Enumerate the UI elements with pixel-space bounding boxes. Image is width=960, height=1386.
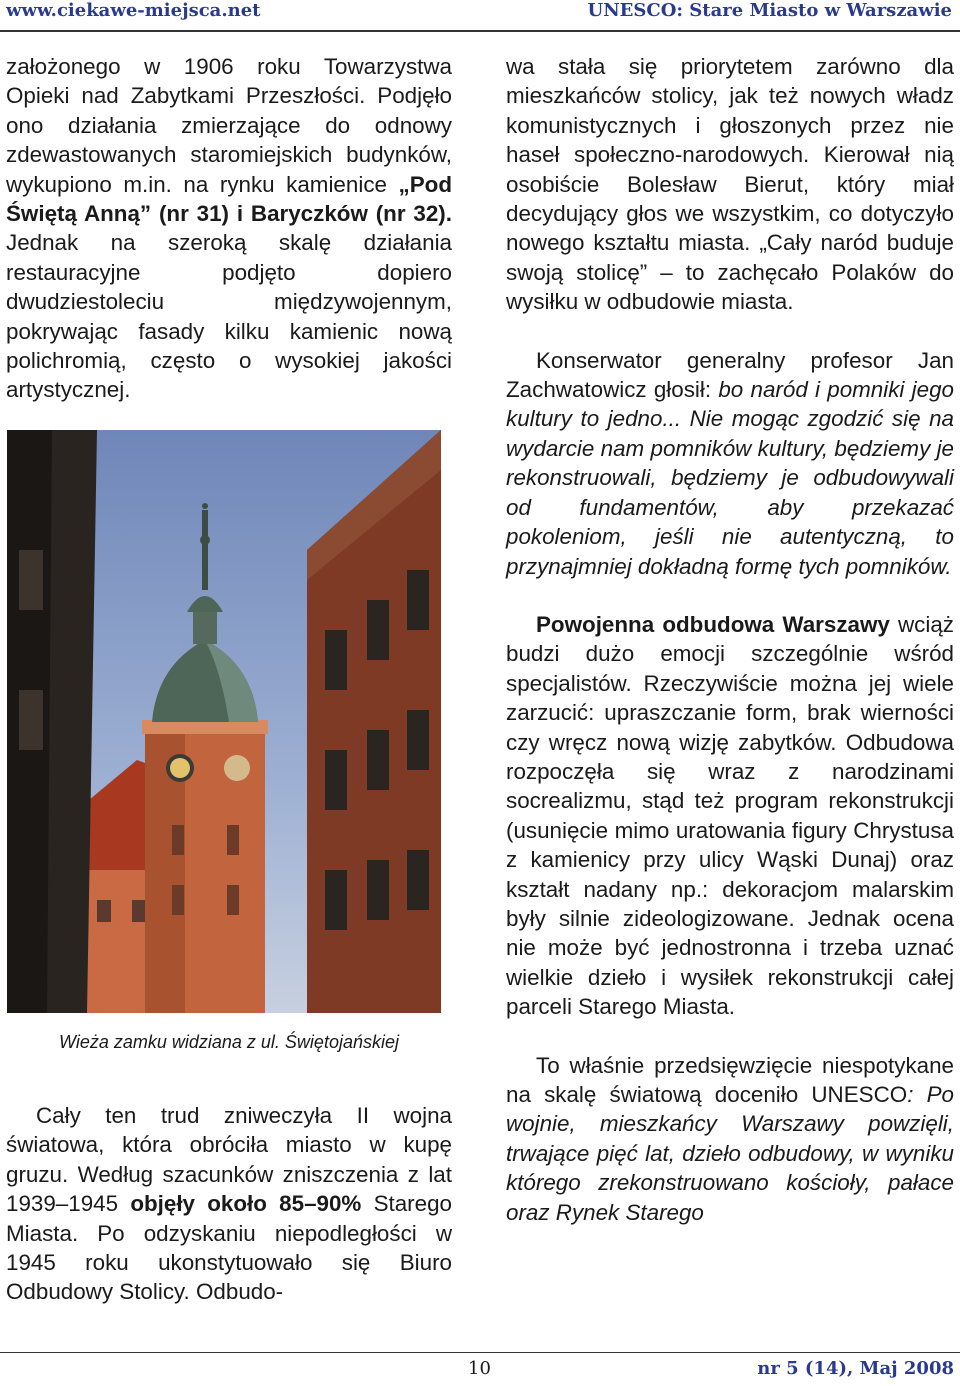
right-paragraph-4: To właśnie przedsięwzięcie niespotykane na skalę światową doceniło UNESCO: Po wojnie, mieszkańcy Warszawy powzięli, trwające pięć lat, dzieło odbudowy, w wyniku którego zrekonstruowano kościoły, pałace oraz Rynek Starego (506, 1052, 954, 1225)
right-paragraph-2: Konserwator generalny profesor Jan Zachwatowicz głosił: bo naród i pomniki jego kultury to jedno... Nie mogąc zgodzić się na wydarcie nam pomników kultury, będziemy je rekonstruowali, będziemy je odbudowywali od fundamentów, aby przekazać pokoleniom, jeśli nie autentyczną, to przynajmniej dokładną formę tych pomników. (506, 347, 954, 579)
header-site-url[interactable]: www.ciekawe-miejsca.net (6, 0, 261, 21)
right-column (506, 52, 954, 1227)
right-paragraph-3: Powojenna odbudowa Warszawy wciąż budzi dużo emocji szczególnie wśród specjalistów. Rzeczywiście można jej wiele zarzucić: upraszczanie form, brak wierności czy wręcz nową wizję zabytków. Odbudowa rozpoczęła się wraz z narodzinami socrealizmu, stąd też program rekonstrukcji (usunięcie mimo uratowania figury Chrystusa z kamienicy przy ulicy Wąski Dunaj) oraz kształt nadany np.: dekoracjom malarskim były silnie zideologizowane. Jednak ocena nie może być jednostronna i trzeba uznać wielkie dzieło i wysiłek rekonstrukcji całej parceli Starego Miasta. (506, 611, 954, 1020)
header-rule (0, 30, 960, 32)
castle-tower-photo (7, 430, 441, 1013)
left-column (6, 52, 452, 405)
left-column-bottom (6, 1101, 452, 1307)
left-paragraph-2: Cały ten trud zniweczyła II wojna światowa, która obróciła miasto w kupę gruzu. Według szacunków zniszczenia z lat 1939–1945 objęły około 85–90% Starego Miasta. Po odzyskaniu niepodległości w 1945 roku ukonstytuowało się Biuro Odbudowy Stolicy. Odbudo- (6, 1103, 452, 1305)
footer-rule (0, 1352, 960, 1353)
right-paragraph-1: wa stała się priorytetem zarówno dla mieszkańców stolicy, jak też nowych władz komunistycznych i głoszonych przez nie haseł społeczno-narodowych. Kierował nią osobiście Bolesław Bierut, który miał decydujący głos we wszystkim, co dotyczyło nowego kształtu miasta. „Cały naród buduje swoją stolicę” – to zachęcało Polaków do wysiłku w odbudowie miasta. (506, 54, 954, 315)
page-number: 10 (468, 1358, 491, 1379)
photo-caption: Wieża zamku widziana z ul. Świętojańskiej (59, 1032, 399, 1052)
issue-label: nr 5 (14), Maj 2008 (757, 1358, 954, 1379)
header-section-title: UNESCO: Stare Miasto w Warszawie (587, 0, 952, 21)
left-paragraph-1: założonego w 1906 roku Towarzystwa Opieki nad Zabytkami Przeszłości. Podjęło ono działania zmierzające do odnowy zdewastowanych staromiejskich budynków, wykupiono m.in. na rynku kamienice „Pod Świętą Anną” (nr 31) i Baryczków (nr 32). Jednak na szeroką skalę działania restauracyjne podjęto dopiero dwudziestoleciu międzywojennym, pokrywając fasady kilku kamienic nową polichromią, często o wysokiej jakości artystycznej. (6, 54, 452, 403)
